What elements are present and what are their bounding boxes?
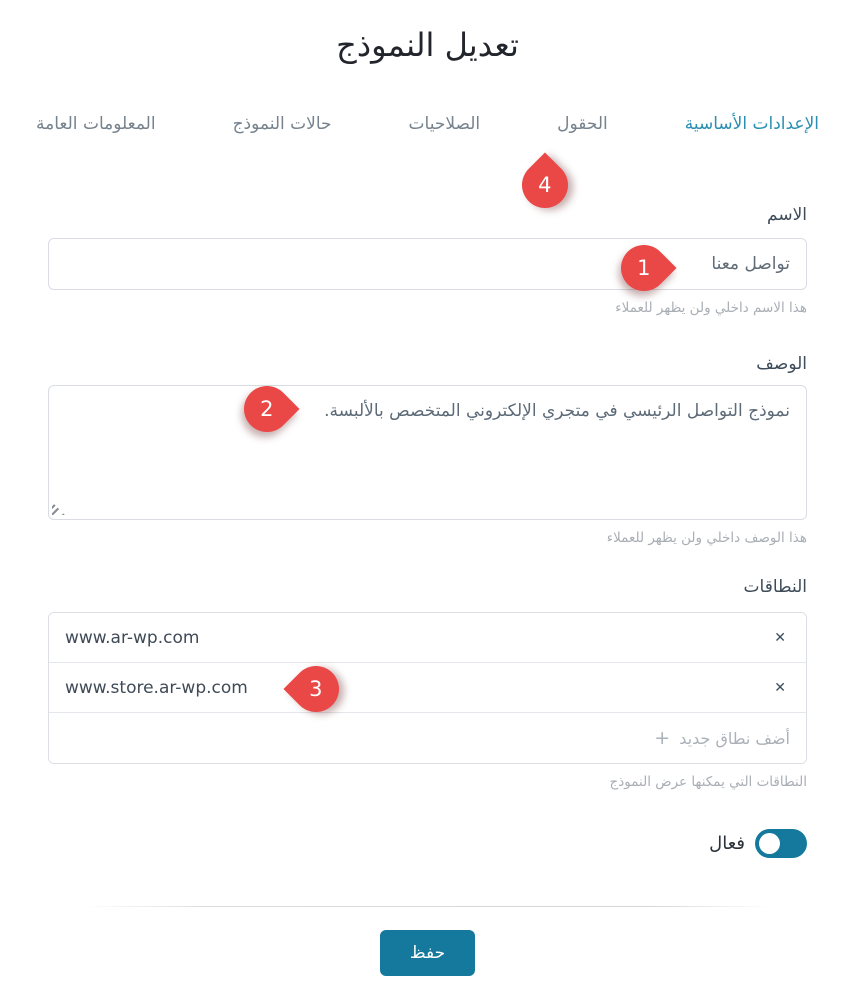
save-button[interactable]: حفظ xyxy=(380,930,475,976)
remove-domain-icon[interactable]: ✕ xyxy=(770,629,790,647)
active-toggle[interactable] xyxy=(755,829,807,858)
page-title: تعديل النموذج xyxy=(336,26,519,64)
domain-list xyxy=(48,612,807,764)
domain-url: www.ar-wp.com xyxy=(65,627,200,648)
tab-permissions[interactable]: الصلاحيات xyxy=(408,114,481,134)
callout-marker-number: 2 xyxy=(260,397,274,421)
domains-label: النطاقات xyxy=(743,577,807,597)
domains-helper-text: النطاقات التي يمكنها عرض النموذج xyxy=(609,774,807,790)
plus-icon: + xyxy=(654,726,671,749)
callout-marker-number: 4 xyxy=(538,173,552,197)
tab-form-states[interactable]: حالات النموذج xyxy=(232,114,332,134)
tab-basic-settings[interactable]: الإعدادات الأساسية xyxy=(684,114,819,134)
tab-bar xyxy=(0,112,855,136)
domain-row xyxy=(49,613,806,663)
tab-fields[interactable]: الحقول xyxy=(557,114,608,134)
domain-url: www.store.ar-wp.com xyxy=(65,677,248,698)
callout-marker-number: 1 xyxy=(637,256,651,280)
name-input[interactable] xyxy=(48,238,807,290)
add-domain-button[interactable] xyxy=(49,713,806,763)
active-toggle-label: فعال xyxy=(709,832,745,854)
active-toggle-row xyxy=(48,828,807,858)
form-content xyxy=(0,203,855,976)
footer-divider xyxy=(84,906,771,907)
description-label: الوصف xyxy=(756,354,807,374)
name-helper-text: هذا الاسم داخلي ولن يظهر للعملاء xyxy=(615,300,807,316)
callout-marker-number: 3 xyxy=(309,677,323,701)
description-textarea-wrap xyxy=(48,385,807,520)
name-label: الاسم xyxy=(767,205,807,225)
description-helper-text: هذا الوصف داخلي ولن يظهر للعملاء xyxy=(606,530,807,546)
add-domain-label: أضف نطاق جديد xyxy=(679,728,790,748)
tab-general-info[interactable]: المعلومات العامة xyxy=(36,114,156,134)
description-textarea[interactable] xyxy=(48,385,807,520)
domain-row xyxy=(49,663,806,713)
toggle-knob xyxy=(759,833,780,854)
footer-actions xyxy=(48,930,807,976)
remove-domain-icon[interactable]: ✕ xyxy=(770,679,790,697)
